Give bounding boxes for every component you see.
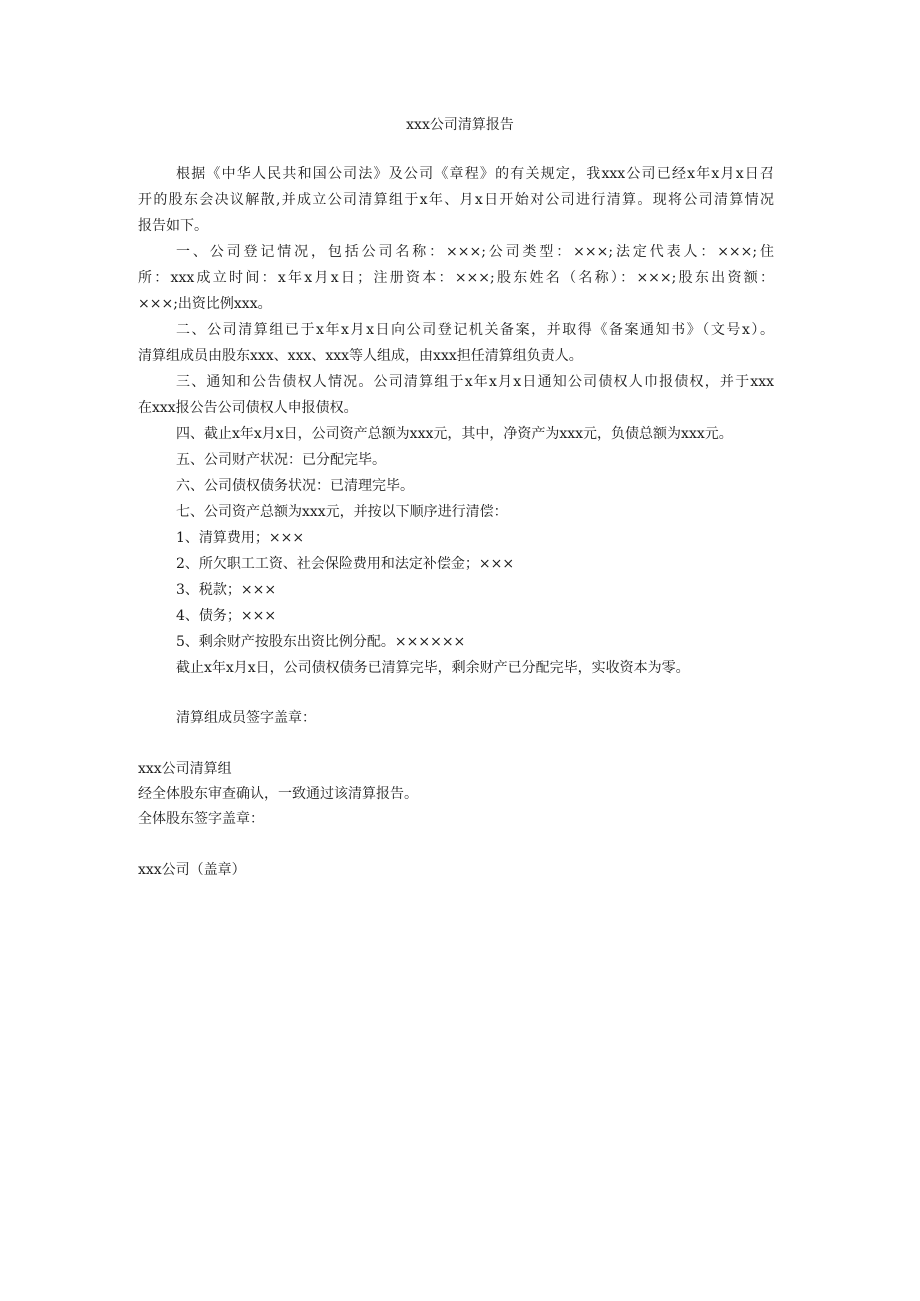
- list-item: 1、清算费用；×××: [176, 530, 305, 546]
- section3-line-1: 三、通知和公告债权人情况。公司清算组于x年x月x日通知公司债权人巾报债权，并于xxx: [176, 374, 774, 390]
- intro-line-2: 开的股东会决议解散,并成立公司清算组于x年、月x日开始对公司进行清算。现将公司清算情况: [138, 192, 774, 208]
- section2-line-2: 清算组成员由股东xxx、xxx、xxx等人组成，由xxx担任清算组负责人。: [138, 348, 583, 364]
- intro-line-3: 报告如下。: [138, 218, 208, 234]
- list-item: 2、所欠职工工资、社会保险费用和法定补偿金；×××: [176, 556, 515, 572]
- intro-line-1: 根据《中华人民共和国公司法》及公司《章程》的有关规定，我xxx公司已经x年x月x日召: [176, 166, 774, 182]
- section1-line-1: 一、公司登记情况，包括公司名称：×××;公司类型：×××;法定代表人：×××;住: [176, 244, 774, 260]
- document-title: xxx公司清算报告: [406, 117, 514, 133]
- section6-line: 六、公司债权债务状况：已清理完毕。: [176, 478, 414, 494]
- shareholder-confirmation: 经全体股东审查确认，一致通过该清算报告。: [138, 786, 418, 802]
- list-item: 4、债务；×××: [176, 608, 277, 624]
- list-item: 3、税款；×××: [176, 582, 277, 598]
- members-signature-label: 清算组成员签字盖章：: [176, 710, 316, 726]
- section5-line: 五、公司财产状况：已分配完毕。: [176, 452, 386, 468]
- section4-line: 四、截止x年x月x日，公司资产总额为xxx元，其中，净资产为xxx元，负债总额为xxx元。: [176, 426, 733, 442]
- shareholders-signature-label: 全体股东签字盖章：: [138, 811, 264, 827]
- section7-line: 七、公司资产总额为xxx元，并按以下顺序进行清偿：: [176, 504, 508, 520]
- liquidation-group-name: xxx公司清算组: [138, 761, 232, 777]
- conclusion-line: 截止x年x月x日，公司债权债务已清算完毕，剩余财产已分配完毕，实收资本为零。: [176, 660, 690, 676]
- section1-line-3: ×××;出资比例xxx。: [138, 296, 272, 312]
- section2-line-1: 二、公司清算组已于x年x月x日向公司登记机关备案，并取得《备案通知书》（文号x）。: [176, 322, 774, 338]
- company-seal-label: xxx公司（盖章）: [138, 862, 246, 878]
- section1-line-2: 所：xxx成立时间：x年x月x日；注册资本：×××;股东姓名（名称）：×××;股东出资额：: [138, 270, 774, 286]
- section3-line-2: 在xxx报公告公司债权人申报债权。: [138, 400, 358, 416]
- list-item: 5、剩余财产按股东出资比例分配。××××××: [176, 634, 466, 650]
